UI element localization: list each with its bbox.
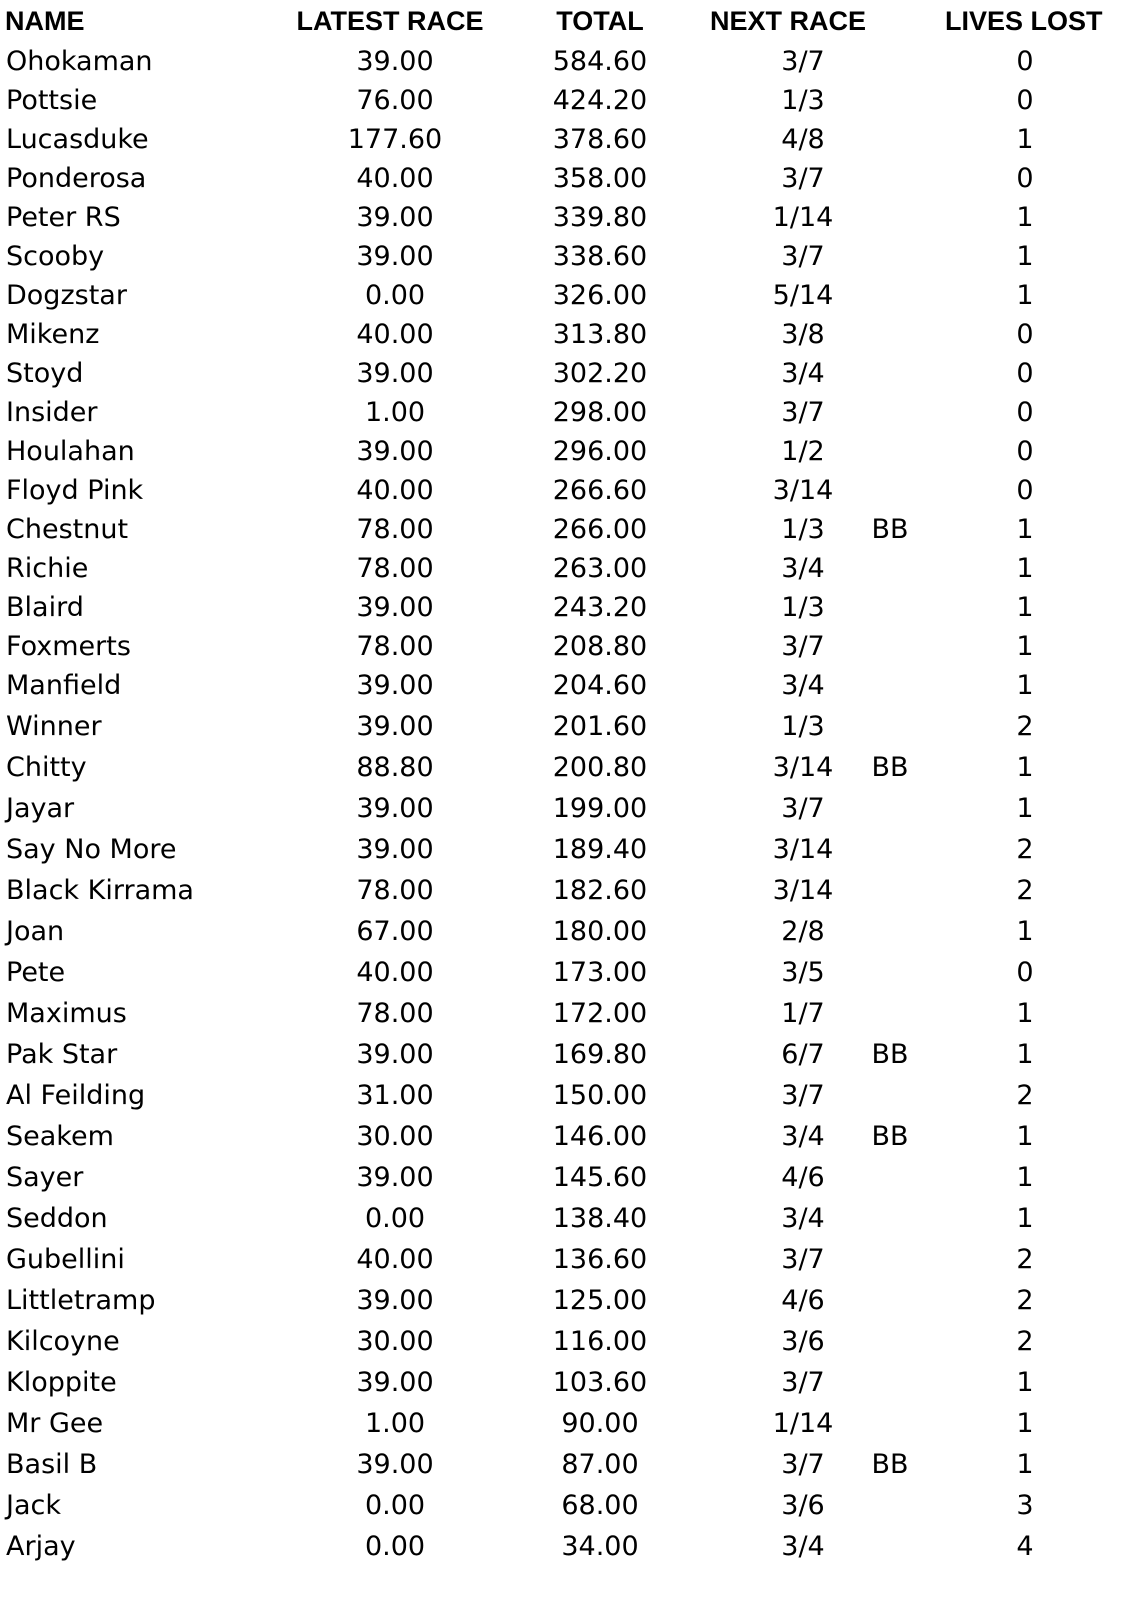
cell-name: Stoyd: [6, 358, 84, 389]
header-row: [0, 0, 1125, 44]
cell-lives-lost: 1: [1016, 1121, 1034, 1152]
table-row: [0, 360, 1125, 396]
table-row: [0, 477, 1125, 513]
cell-name: Chitty: [6, 752, 87, 783]
cell-latest-race: 88.80: [356, 752, 434, 783]
cell-lives-lost: 0: [1016, 319, 1034, 350]
cell-name: Kloppite: [6, 1367, 117, 1398]
cell-name: Pak Star: [6, 1039, 118, 1070]
cell-name: Houlahan: [6, 436, 135, 467]
cell-lives-lost: 1: [1016, 553, 1034, 584]
cell-flag: BB: [871, 1449, 909, 1480]
cell-next-race: 2/8: [781, 916, 825, 947]
cell-latest-race: 39.00: [356, 202, 434, 233]
cell-total: 358.00: [552, 163, 648, 194]
table-row: [0, 594, 1125, 630]
table-row: [0, 1246, 1125, 1282]
cell-total: 378.60: [552, 124, 648, 155]
table-row: [0, 1287, 1125, 1323]
table-row: [0, 1369, 1125, 1405]
cell-total: 584.60: [552, 46, 648, 77]
cell-lives-lost: 1: [1016, 752, 1034, 783]
cell-latest-race: 39.00: [356, 241, 434, 272]
cell-lives-lost: 0: [1016, 358, 1034, 389]
table-row: [0, 48, 1125, 84]
cell-lives-lost: 1: [1016, 514, 1034, 545]
table-row: [0, 399, 1125, 435]
cell-lives-lost: 0: [1016, 436, 1034, 467]
cell-latest-race: 78.00: [356, 875, 434, 906]
cell-next-race: 3/5: [781, 957, 825, 988]
cell-total: 116.00: [552, 1326, 648, 1357]
table-row: [0, 1082, 1125, 1118]
cell-name: Al Feilding: [6, 1080, 146, 1111]
cell-total: 298.00: [552, 397, 648, 428]
cell-name: Insider: [6, 397, 98, 428]
cell-name: Blaird: [6, 592, 84, 623]
cell-name: Seakem: [6, 1121, 114, 1152]
table-row: [0, 87, 1125, 123]
cell-lives-lost: 1: [1016, 1203, 1034, 1234]
cell-lives-lost: 2: [1016, 1285, 1034, 1316]
cell-lives-lost: 1: [1016, 670, 1034, 701]
cell-next-race: 5/14: [772, 280, 834, 311]
cell-name: Sayer: [6, 1162, 84, 1193]
table-row: [0, 633, 1125, 669]
cell-latest-race: 0.00: [364, 1490, 426, 1521]
cell-next-race: 3/7: [781, 1080, 825, 1111]
header-total: TOTAL: [556, 6, 644, 36]
table-row: [0, 126, 1125, 162]
cell-lives-lost: 2: [1016, 1326, 1034, 1357]
cell-latest-race: 39.00: [356, 592, 434, 623]
table-row: [0, 516, 1125, 552]
cell-total: 424.20: [552, 85, 648, 116]
table-row: [0, 1533, 1125, 1569]
cell-lives-lost: 2: [1016, 711, 1034, 742]
cell-total: 208.80: [552, 631, 648, 662]
cell-flag: BB: [871, 514, 909, 545]
cell-name: Richie: [6, 553, 89, 584]
table-row: [0, 438, 1125, 474]
table-row: [0, 1328, 1125, 1364]
table-row: [0, 321, 1125, 357]
cell-lives-lost: 2: [1016, 1080, 1034, 1111]
table-row: [0, 204, 1125, 240]
cell-lives-lost: 2: [1016, 875, 1034, 906]
cell-latest-race: 78.00: [356, 553, 434, 584]
cell-lives-lost: 2: [1016, 834, 1034, 865]
cell-next-race: 3/4: [781, 358, 825, 389]
table-row: [0, 1041, 1125, 1077]
cell-total: 296.00: [552, 436, 648, 467]
cell-name: Pete: [6, 957, 66, 988]
cell-latest-race: 30.00: [356, 1121, 434, 1152]
cell-latest-race: 76.00: [356, 85, 434, 116]
cell-next-race: 3/7: [781, 46, 825, 77]
cell-next-race: 3/7: [781, 241, 825, 272]
cell-name: Say No More: [6, 834, 177, 865]
cell-latest-race: 40.00: [356, 163, 434, 194]
cell-latest-race: 0.00: [364, 1203, 426, 1234]
cell-total: 68.00: [561, 1490, 639, 1521]
cell-name: Mikenz: [6, 319, 100, 350]
cell-latest-race: 39.00: [356, 436, 434, 467]
cell-total: 243.20: [552, 592, 648, 623]
cell-next-race: 3/7: [781, 793, 825, 824]
cell-name: Seddon: [6, 1203, 108, 1234]
cell-next-race: 4/6: [781, 1285, 825, 1316]
table-row: [0, 754, 1125, 790]
cell-lives-lost: 1: [1016, 1162, 1034, 1193]
cell-latest-race: 39.00: [356, 358, 434, 389]
cell-lives-lost: 1: [1016, 916, 1034, 947]
cell-next-race: 3/7: [781, 163, 825, 194]
cell-next-race: 3/7: [781, 631, 825, 662]
cell-latest-race: 78.00: [356, 998, 434, 1029]
cell-lives-lost: 1: [1016, 1449, 1034, 1480]
cell-lives-lost: 4: [1016, 1531, 1034, 1562]
cell-name: Black Kirrama: [6, 875, 194, 906]
cell-name: Pottsie: [6, 85, 98, 116]
cell-total: 34.00: [561, 1531, 639, 1562]
cell-total: 182.60: [552, 875, 648, 906]
cell-next-race: 3/4: [781, 1121, 825, 1152]
table-row: [0, 1410, 1125, 1446]
cell-name: Arjay: [6, 1531, 76, 1562]
cell-total: 189.40: [552, 834, 648, 865]
cell-next-race: 1/14: [772, 202, 834, 233]
table-row: [0, 1492, 1125, 1528]
cell-next-race: 3/4: [781, 670, 825, 701]
cell-total: 173.00: [552, 957, 648, 988]
cell-name: Dogzstar: [6, 280, 127, 311]
cell-latest-race: 1.00: [364, 397, 426, 428]
cell-total: 150.00: [552, 1080, 648, 1111]
cell-name: Mr Gee: [6, 1408, 104, 1439]
cell-next-race: 1/14: [772, 1408, 834, 1439]
cell-total: 326.00: [552, 280, 648, 311]
cell-total: 302.20: [552, 358, 648, 389]
cell-lives-lost: 2: [1016, 1244, 1034, 1275]
cell-total: 200.80: [552, 752, 648, 783]
cell-next-race: 3/14: [772, 875, 834, 906]
cell-next-race: 1/3: [781, 592, 825, 623]
cell-next-race: 3/8: [781, 319, 825, 350]
table-row: [0, 555, 1125, 591]
table-row: [0, 243, 1125, 279]
cell-next-race: 3/6: [781, 1326, 825, 1357]
table-row: [0, 165, 1125, 201]
cell-latest-race: 39.00: [356, 711, 434, 742]
cell-latest-race: 39.00: [356, 793, 434, 824]
cell-name: Scooby: [6, 241, 105, 272]
cell-total: 204.60: [552, 670, 648, 701]
header-name: NAME: [5, 6, 85, 36]
cell-name: Kilcoyne: [6, 1326, 120, 1357]
cell-lives-lost: 0: [1016, 397, 1034, 428]
cell-total: 169.80: [552, 1039, 648, 1070]
table-row: [0, 795, 1125, 831]
cell-next-race: 3/4: [781, 1531, 825, 1562]
cell-lives-lost: 3: [1016, 1490, 1034, 1521]
header-next-race: NEXT RACE: [709, 6, 866, 36]
cell-total: 339.80: [552, 202, 648, 233]
cell-total: 313.80: [552, 319, 648, 350]
cell-total: 136.60: [552, 1244, 648, 1275]
cell-latest-race: 78.00: [356, 514, 434, 545]
cell-lives-lost: 1: [1016, 998, 1034, 1029]
cell-name: Joan: [6, 916, 65, 947]
table-row: [0, 282, 1125, 318]
cell-next-race: 3/7: [781, 397, 825, 428]
cell-next-race: 3/7: [781, 1449, 825, 1480]
table-row: [0, 1000, 1125, 1036]
cell-lives-lost: 1: [1016, 241, 1034, 272]
cell-total: 103.60: [552, 1367, 648, 1398]
cell-total: 201.60: [552, 711, 648, 742]
cell-latest-race: 67.00: [356, 916, 434, 947]
cell-flag: BB: [871, 752, 909, 783]
cell-total: 125.00: [552, 1285, 648, 1316]
table-row: [0, 877, 1125, 913]
cell-name: Jack: [6, 1490, 61, 1521]
table-row: [0, 1164, 1125, 1200]
table-row: [0, 918, 1125, 954]
cell-total: 338.60: [552, 241, 648, 272]
cell-name: Manfield: [6, 670, 122, 701]
cell-name: Maximus: [6, 998, 127, 1029]
cell-next-race: 3/6: [781, 1490, 825, 1521]
table-row: [0, 1205, 1125, 1241]
cell-total: 87.00: [561, 1449, 639, 1480]
cell-lives-lost: 0: [1016, 475, 1034, 506]
cell-total: 263.00: [552, 553, 648, 584]
cell-lives-lost: 0: [1016, 957, 1034, 988]
cell-flag: BB: [871, 1121, 909, 1152]
cell-latest-race: 0.00: [364, 1531, 426, 1562]
cell-lives-lost: 1: [1016, 202, 1034, 233]
cell-name: Foxmerts: [6, 631, 131, 662]
cell-name: Littletramp: [6, 1285, 156, 1316]
cell-latest-race: 40.00: [356, 475, 434, 506]
cell-latest-race: 40.00: [356, 319, 434, 350]
cell-latest-race: 39.00: [356, 1039, 434, 1070]
cell-name: Ponderosa: [6, 163, 147, 194]
cell-lives-lost: 0: [1016, 85, 1034, 116]
cell-lives-lost: 1: [1016, 631, 1034, 662]
cell-latest-race: 177.60: [347, 124, 443, 155]
cell-next-race: 1/3: [781, 514, 825, 545]
cell-total: 266.00: [552, 514, 648, 545]
cell-latest-race: 39.00: [356, 46, 434, 77]
cell-latest-race: 78.00: [356, 631, 434, 662]
cell-latest-race: 39.00: [356, 1162, 434, 1193]
cell-total: 90.00: [561, 1408, 639, 1439]
cell-name: Chestnut: [6, 514, 129, 545]
cell-latest-race: 39.00: [356, 1367, 434, 1398]
header-latest-race: LATEST RACE: [296, 6, 484, 36]
cell-next-race: 3/4: [781, 553, 825, 584]
cell-next-race: 1/3: [781, 85, 825, 116]
cell-next-race: 3/7: [781, 1367, 825, 1398]
cell-total: 266.60: [552, 475, 648, 506]
cell-name: Jayar: [6, 793, 75, 824]
cell-lives-lost: 1: [1016, 1408, 1034, 1439]
cell-next-race: 1/7: [781, 998, 825, 1029]
table-row: [0, 1123, 1125, 1159]
cell-name: Winner: [6, 711, 102, 742]
cell-latest-race: 40.00: [356, 1244, 434, 1275]
cell-next-race: 3/14: [772, 834, 834, 865]
cell-lives-lost: 1: [1016, 1367, 1034, 1398]
cell-total: 180.00: [552, 916, 648, 947]
cell-latest-race: 39.00: [356, 1285, 434, 1316]
cell-latest-race: 1.00: [364, 1408, 426, 1439]
cell-total: 172.00: [552, 998, 648, 1029]
cell-latest-race: 30.00: [356, 1326, 434, 1357]
cell-next-race: 1/2: [781, 436, 825, 467]
cell-next-race: 3/14: [772, 752, 834, 783]
cell-next-race: 3/7: [781, 1244, 825, 1275]
cell-next-race: 6/7: [781, 1039, 825, 1070]
cell-name: Basil B: [6, 1449, 98, 1480]
cell-lives-lost: 0: [1016, 46, 1034, 77]
cell-next-race: 4/8: [781, 124, 825, 155]
cell-latest-race: 0.00: [364, 280, 426, 311]
table-row: [0, 1451, 1125, 1487]
cell-name: Floyd Pink: [6, 475, 144, 506]
cell-name: Peter RS: [6, 202, 121, 233]
cell-total: 199.00: [552, 793, 648, 824]
cell-total: 145.60: [552, 1162, 648, 1193]
cell-next-race: 3/14: [772, 475, 834, 506]
cell-next-race: 3/4: [781, 1203, 825, 1234]
cell-total: 146.00: [552, 1121, 648, 1152]
cell-total: 138.40: [552, 1203, 648, 1234]
header-lives-lost: LIVES LOST: [945, 6, 1103, 36]
table-row: [0, 672, 1125, 708]
cell-lives-lost: 1: [1016, 592, 1034, 623]
cell-latest-race: 39.00: [356, 834, 434, 865]
cell-lives-lost: 1: [1016, 280, 1034, 311]
cell-latest-race: 39.00: [356, 1449, 434, 1480]
cell-latest-race: 39.00: [356, 670, 434, 701]
cell-next-race: 1/3: [781, 711, 825, 742]
cell-next-race: 4/6: [781, 1162, 825, 1193]
cell-lives-lost: 1: [1016, 124, 1034, 155]
cell-name: Ohokaman: [6, 46, 153, 77]
cell-lives-lost: 1: [1016, 793, 1034, 824]
table-row: [0, 836, 1125, 872]
table-row: [0, 959, 1125, 995]
table-row: [0, 713, 1125, 749]
cell-flag: BB: [871, 1039, 909, 1070]
cell-lives-lost: 1: [1016, 1039, 1034, 1070]
cell-latest-race: 40.00: [356, 957, 434, 988]
cell-lives-lost: 0: [1016, 163, 1034, 194]
cell-name: Gubellini: [6, 1244, 125, 1275]
cell-name: Lucasduke: [6, 124, 149, 155]
cell-latest-race: 31.00: [356, 1080, 434, 1111]
